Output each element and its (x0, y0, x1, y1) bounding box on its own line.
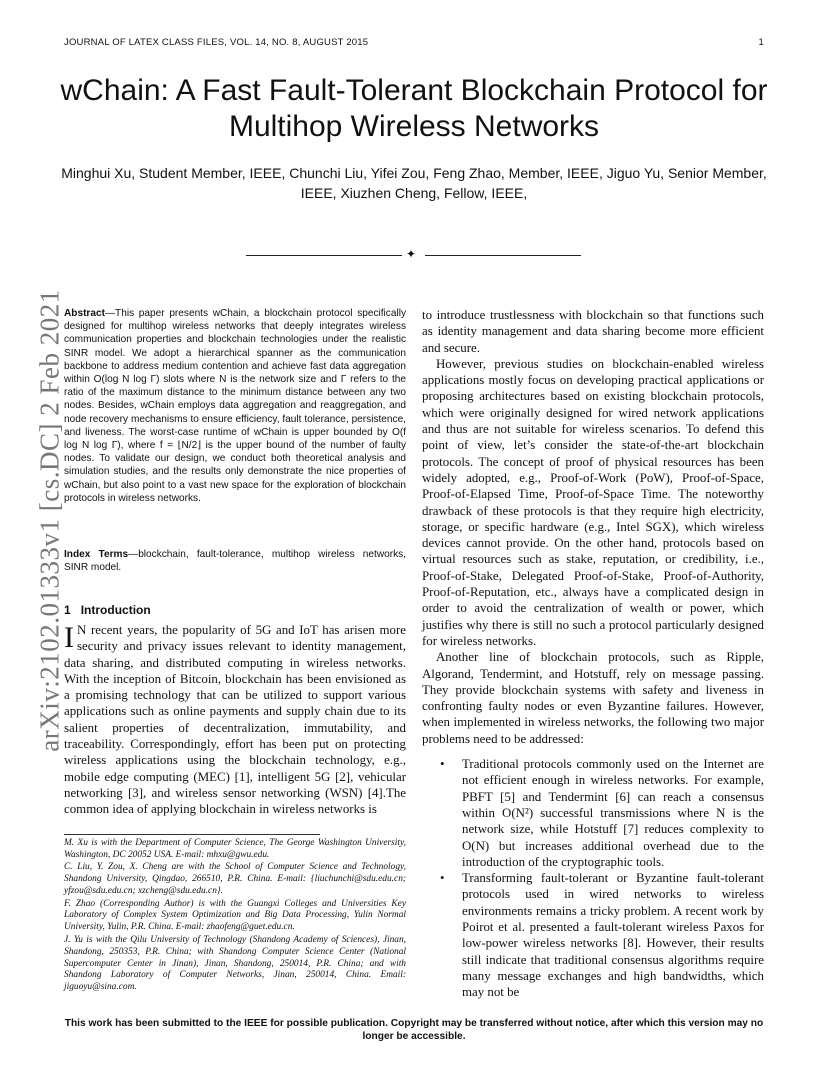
author-list: Minghui Xu, Student Member, IEEE, Chunchi Liu, Yifei Zou, Feng Zhao, Member, IEEE, Jiguo Yu, Senior Member, IEEE, Xiuzhen Cheng, Fellow, IEEE, (61, 165, 767, 201)
copyright-notice: This work has been submitted to the IEEE for possible publication. Copyright may be transferred without notice, after which this version may no longer be accessible. (64, 1018, 764, 1042)
body-paragraph: However, previous studies on blockchain-enabled wireless applications mostly focus on developing practical applications or proposing architectures based on existing blockchain protocols, which were originally designed for wired network applications and thus are not suitable for wireless scenarios. To defend this point of view, let’s consider the state-of-the-art blockchain protocols. The concept of proof of physical resources has been widely adopted, e.g., Proof-of-Work (PoW), Proof-of-Space, Proof-of-Elapsed Time, Proof-of-Space Time. The noteworthy drawback of these protocols is that they require high electricity, storage, or specific hardware (e.g., Intel SGX), which wireless devices cannot provide. On the other hand, protocols based on virtual resources such as stake, reputation, or credibility, i.e., Proof-of-Stake, Delegated Proof-of-Stake, Proof-of-Authority, Proof-of-Reputation, etc., always have a complicated design in order to avoid the centralization of wealth or power, which justifies why there is still no such a protocol particularly designed for wireless networks. (422, 356, 764, 648)
body-paragraph: to introduce trustlessness with blockchain so that functions such as identity management and data sharing become more efficient and secure. (422, 308, 764, 355)
paper-title: wChain: A Fast Fault-Tolerant Blockchain Protocol for Multihop Wireless Networks (60, 74, 768, 143)
footnote-item: M. Xu is with the Department of Computer Science, The George Washington University, Washington, DC 20052 USA. E-mail: mhxu@gwu.edu. (64, 838, 406, 860)
author-footnotes (64, 838, 406, 995)
abstract (64, 307, 406, 505)
title-divider-right (425, 255, 581, 256)
abstract-text: —This paper presents wChain, a blockchain protocol specifically designed for multihop wireless networks that deeply integrates wireless communication properties and blockchain technologies under the realistic SINR model. We adopt a hierarchical spanner as the communication backbone to address medium contention and achieve fast data aggregation within O(log N log Γ) slots where N is the network size and Γ refers to the ratio of the maximum distance to the minimum distance between any two nodes. Besides, wChain employs data aggregation and reaggregation, and node recovery mechanisms to ensure efficiency, fault tolerance, persistence, and liveness. The worst-case runtime of wChain is upper bounded by O(f log N log Γ), where f = ⌊N/2⌋ is the upper bound of the number of faulty nodes. To validate our design, we conduct both theoretical analysis and simulation studies, and the results only demonstrate the nice properties of wChain, but also point to a vast new space for the exploration of blockchain protocols in wireless networks. (64, 308, 406, 504)
footnote-item: J. Yu is with the Qilu University of Technology (Shandong Academy of Sciences), Jinan, Shandong, 250353, P.R. China; with Shandong Computer Science Center (National Supercomputer Center in Jinan), Jinan, Shandong, 250014, P.R. China; and with Shandong Laboratory of Computer Networks, Jinan, 250014, China. Email: jiguoyu@sina.com. (64, 934, 406, 993)
footnote-item: F. Zhao (Corresponding Author) is with the Guangxi Colleges and Universities Key Laboratory of Complex System Optimization and Big Data Processing, Yulin Normal University, Yulin, P.R. China. E-mail: zhaofeng@guet.edu.cn. (64, 898, 406, 933)
running-head: JOURNAL OF LATEX CLASS FILES, VOL. 14, NO. 8, AUGUST 2015 (64, 37, 369, 48)
introduction-paragraph: N recent years, the popularity of 5G and IoT has arisen more security and privacy issues relevant to identity management, data sharing, and distributed computing in wireless networks. With the inception of Bitcoin, blockchain has been envisioned as a promising technology that can be utilized to support various applications such as online payments and supply chain due to its salient properties of decentralization, immutability, and traceability. Correspondingly, effort has been put on protecting wireless applications using the blockchain technology, e.g., mobile edge computing (MEC) [1], intelligent 5G [2], vehicular networking [3], and wireless sensor networking (WSN) [4].The common idea of applying blockchain in wireless networks is (64, 623, 406, 817)
divider-diamond-icon: ✦ (406, 247, 417, 261)
body-paragraph: Another line of blockchain protocols, such as Ripple, Algorand, Tendermint, and Hotstuff, rely on message passing. They provide blockchain systems with safety and liveness in confronting faulty nodes or even Byzantine failures. However, when implemented in wireless networks, the following two major problems need to be addressed: (422, 650, 764, 746)
right-column (422, 307, 764, 1000)
index-terms (64, 548, 406, 574)
list-item: • Traditional protocols commonly used on the Internet are not efficient enough in wireless networks. For example, PBFT [5] and Tendermint [6] can reach a consensus within O(N²) successful transmissions where N is the network size, while Hotstuff [7] reduces complexity to O(N) but increases additional overhead due to the introduction of the cryptographic tools. (422, 756, 764, 870)
list-item: • Transforming fault-tolerant or Byzantine fault-tolerant protocols used in wired networks to wireless environments remains a tricky problem. A recent work by Poirot et al. presented a fault-tolerant wireless Paxos for low-power wireless networks [8]. However, their results still indicate that traditional consensus algorithms require many message exchanges and high bandwidths, which may not be (422, 870, 764, 1000)
section-number: 1 (64, 603, 71, 617)
page-number: 1 (758, 37, 764, 48)
footnote-rule (64, 834, 320, 835)
title-divider-left (246, 255, 402, 256)
index-terms-label: Index Terms (64, 549, 129, 560)
drop-cap: I (64, 621, 74, 654)
section-title: Introduction (80, 603, 151, 617)
index-terms-text: —blockchain, fault-tolerance, multihop wireless networks, SINR model. (64, 549, 406, 574)
problem-list (422, 756, 764, 1000)
abstract-label: Abstract (64, 308, 105, 319)
footnote-item: C. Liu, Y. Zou, X. Cheng are with the School of Computer Science and Technology, Shandong University, Qingdao, 266510, P.R. China. E-mail: {liuchunchi@sdu.edu.cn; yfzou@sdu.edu.cn; xzcheng@sdu.edu.cn}. (64, 862, 406, 897)
introduction-text (64, 622, 406, 818)
section-heading (64, 603, 406, 617)
arxiv-stamp: arXiv:2102.01333v1 [cs.DC] 2 Feb 2021 (34, 289, 65, 752)
